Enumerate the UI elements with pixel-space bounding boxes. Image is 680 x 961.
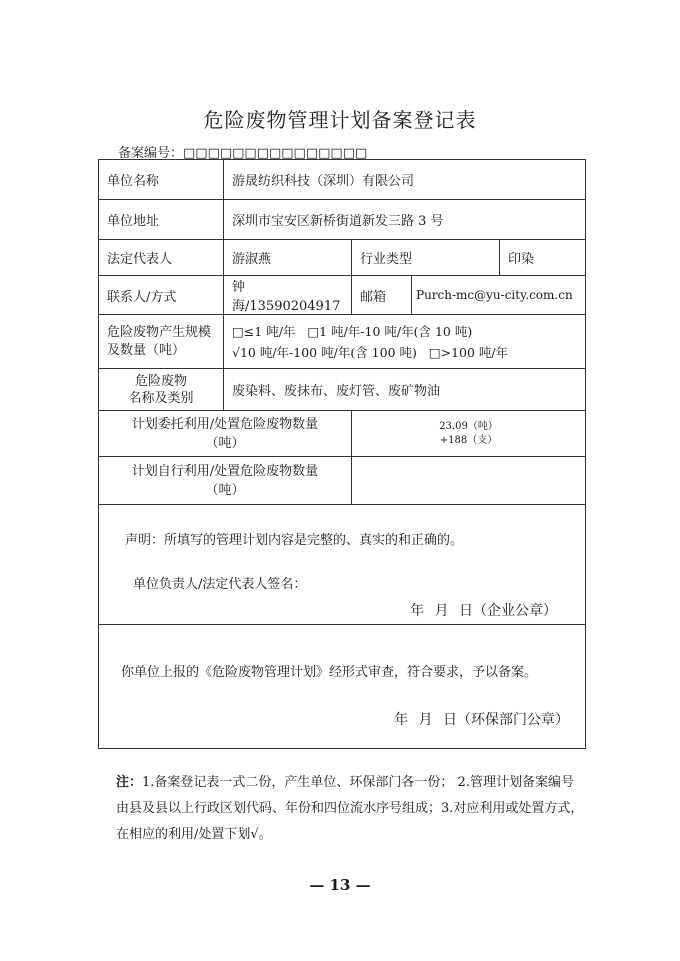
entrusted-value [352,411,586,457]
unit-name-value: 游晟纺织科技（深圳）有限公司 [224,160,586,200]
document-title: 危险废物管理计划备案登记表 [203,108,477,132]
row-declaration [99,505,586,625]
self-use-label-line2: （吨） [205,482,245,498]
declaration-statement: 声明：所填写的管理计划内容是完整的、真实的和正确的。 [125,533,464,548]
footnote [116,770,586,848]
legal-rep-label: 法定代表人 [99,240,224,276]
row-waste-type [99,369,586,411]
self-use-label-line1: 计划自行利用/处置危险废物数量 [131,463,319,479]
legal-rep-value: 游淑燕 [224,240,352,276]
approval-statement: 你单位上报的《危险废物管理计划》经形式审查，符合要求，予以备案。 [121,665,538,680]
row-self-use [99,457,586,505]
entrusted-value-line2: +188（支） [439,434,498,446]
footnote-text: 1.备案登记表一式二份，产生单位、环保部门各一份； 2.管理计划备案编号由县及县以上行政区划代码、年份和四位流水序号组成；3.对应利用或处置方式，在相应的利用/处置下划√。 [116,775,584,842]
scale-label-line1: 危险废物产生规模 [107,324,212,340]
row-entrusted [99,411,586,457]
industry-value: 印染 [500,240,586,276]
entrusted-label-line1: 计划委托利用/处置危险废物数量 [131,416,319,432]
waste-type-value: 废染料、废抹布、废灯管、废矿物油 [224,369,586,411]
self-use-label [99,457,352,505]
scale-option-2: □1 吨/年-10 吨/年(含 10 吨) [307,323,473,339]
unit-address-label: 单位地址 [99,200,224,240]
unit-address-value: 深圳市宝安区新桥街道新发三路 3 号 [224,200,586,240]
row-approval [99,625,586,749]
enterprise-seal-date: 年 月 日（企业公章） [410,603,558,619]
email-value: Purch-mc@yu-city.com.cn [412,276,586,315]
row-legal-rep [99,240,586,276]
self-use-value [352,457,586,505]
waste-type-label-line1: 危险废物 [134,373,187,389]
row-scale [99,315,586,369]
scale-options [224,315,586,369]
contact-value: 钟海/13590204917 [224,276,352,315]
scale-option-4: □>100 吨/年 [428,344,509,360]
entrusted-label [99,411,352,457]
unit-name-label: 单位名称 [99,160,224,200]
environment-seal-date: 年 月 日（环保部门公章） [394,712,570,728]
registration-form-table [98,159,586,749]
approval-cell [99,625,586,749]
industry-label: 行业类型 [352,240,500,276]
page-number: — 13 — [309,876,371,894]
record-number-boxes: □□□□□□□□□□□□□□□ [183,146,368,161]
entrusted-value-line1: 23.09（吨） [439,420,498,432]
row-unit-address [99,200,586,240]
waste-type-label [99,369,224,411]
declaration-cell [99,505,586,625]
contact-label: 联系人/方式 [99,276,224,315]
record-number-label: 备案编号： [118,146,184,161]
waste-type-label-line2: 名称及类别 [128,390,194,406]
scale-label [99,315,224,369]
row-contact [99,276,586,315]
scale-option-1: □≤1 吨/年 [232,323,296,339]
footnote-lead: 注： [116,775,143,790]
email-label: 邮箱 [352,276,412,315]
scale-option-3: √10 吨/年-100 吨/年(含 100 吨) [232,344,417,360]
signature-line: 单位负责人/法定代表人签名： [133,577,307,592]
scale-label-line2: 及数量（吨） [107,342,186,358]
row-unit-name [99,160,586,200]
entrusted-label-line2: （吨） [205,435,245,451]
